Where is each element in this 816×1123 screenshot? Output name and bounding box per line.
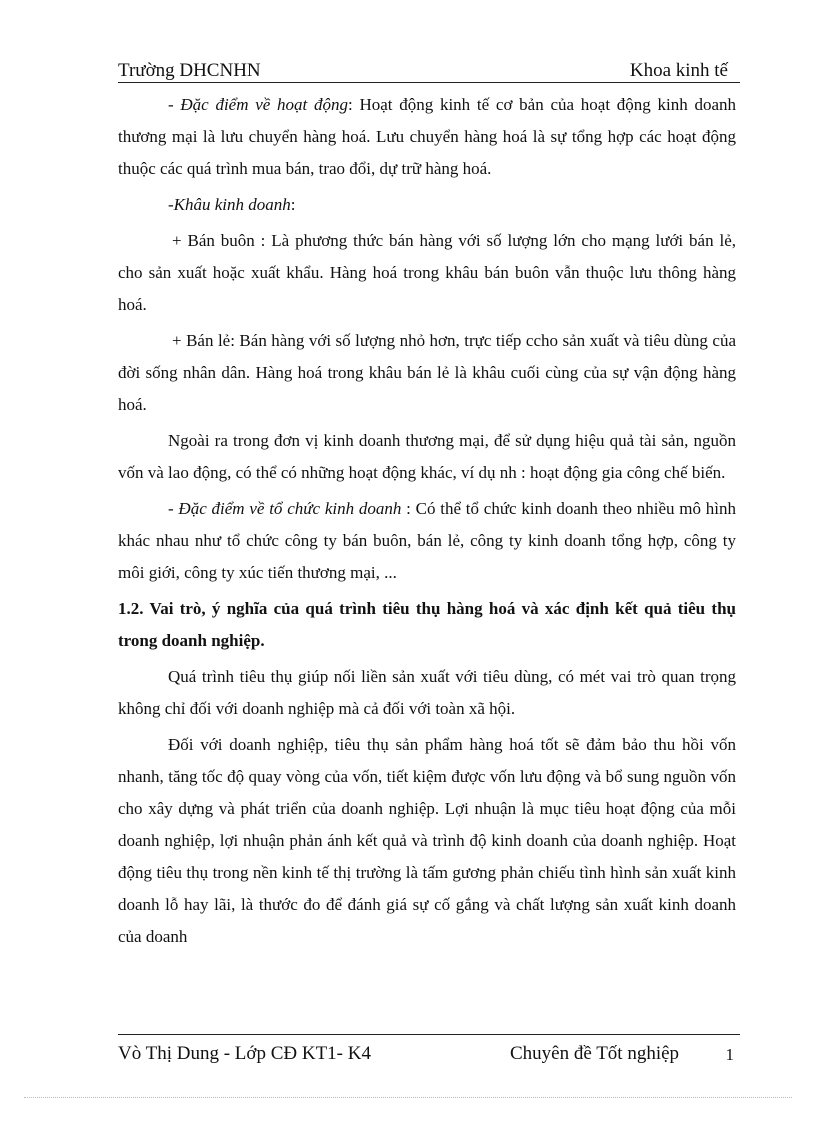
- paragraph-text: : Hoạt động kinh tế cơ bản của hoạt động kinh doanh thương mại là lưu chuyển hàng hoá. Lưu chuyển hàng hoá là sự tổng hợp các hoạt động thuộc các quá trình mua bán, trao đổi, dự trữ hàng hoá.: [118, 95, 737, 178]
- paragraph-text: :: [290, 195, 296, 214]
- paragraph: [118, 493, 736, 589]
- paragraph-text: Đối với doanh nghiệp, tiêu thụ sản phẩm hàng hoá tốt sẽ đảm bảo thu hồi vốn nhanh, tăng tốc độ quay vòng của vốn, tiết kiệm được vốn lưu động và bổ sung nguồn vốn cho xây dựng và phát triển của doanh nghiệp. Lợi nhuận là mục tiêu hoạt động của mỗi doanh nghiệp, lợi nhuận phản ánh kết quả và trình độ kinh doanh của doanh nghiệp. Hoạt động tiêu thụ trong nền kinh tế thị trường là tấm gương phản chiếu tình hình sản xuất kinh doanh lỗ hay lãi, là thước đo để đánh giá sự cố gắng và chất lượng sản xuất kinh doanh của doanh: [118, 735, 736, 946]
- paragraph-text: Ngoài ra trong đơn vị kinh doanh thương mại, để sử dụng hiệu quả tài sản, nguồn vốn và lao động, có thể có những hoạt động khác, ví dụ nh : hoạt động gia công chế biến.: [118, 431, 736, 482]
- document-body: [118, 89, 736, 957]
- paragraph: [118, 325, 736, 421]
- paragraph-lead: -Khâu kinh doanh: [168, 195, 291, 214]
- section-heading: 1.2. Vai trò, ý nghĩa của quá trình tiêu thụ hàng hoá và xác định kết quả tiêu thụ trong doanh nghiệp.: [118, 599, 736, 650]
- paragraph: [118, 661, 736, 725]
- paragraph: [118, 425, 736, 489]
- page-footer: [118, 1034, 740, 1065]
- page-number: 1: [725, 1045, 734, 1064]
- paragraph-text: : Có thể tổ chức kinh doanh theo nhiều mô hình khác nhau như tổ chức công ty bán buôn, bán lẻ, công ty kinh doanh tổng hợp, công ty môi giới, công ty xúc tiến thương mại, ...: [118, 499, 736, 582]
- page-header: [118, 58, 740, 83]
- paragraph-lead: - Đặc điểm về hoạt động: [168, 95, 348, 114]
- paragraph: [118, 729, 736, 953]
- paragraph-text: + Bán lẻ: Bán hàng với số lượng nhỏ hơn, trực tiếp ccho sản xuất và tiêu dùng của đời sống nhân dân. Hàng hoá trong khâu bán lẻ là khâu cuối cùng của sự vận động hàng hoá.: [118, 331, 736, 414]
- footer-author: Vò Thị Dung - Lớp CĐ KT1- K4: [118, 1043, 371, 1064]
- paragraph: [118, 225, 736, 321]
- paragraph: [118, 189, 736, 221]
- paragraph: [118, 89, 736, 185]
- paragraph-text: + Bán buôn : Là phương thức bán hàng với số lượng lớn cho mạng lưới bán lẻ, cho sản xuất hoặc xuất khẩu. Hàng hoá trong khâu bán buôn vẫn thuộc lưu thông hàng hoá.: [118, 231, 736, 314]
- paragraph-lead: - Đặc điểm về tổ chức kinh doanh: [168, 499, 402, 518]
- header-school: Trường DHCNHN: [118, 60, 261, 81]
- page-break-divider: [24, 1097, 792, 1098]
- footer-title: Chuyên đề Tốt nghiệp: [510, 1043, 680, 1064]
- header-faculty: Khoa kinh tế: [629, 60, 728, 81]
- paragraph-text: Quá trình tiêu thụ giúp nối liền sản xuất với tiêu dùng, có mét vai trò quan trọng không chỉ đối với doanh nghiệp mà cả đối với toàn xã hội.: [118, 667, 736, 718]
